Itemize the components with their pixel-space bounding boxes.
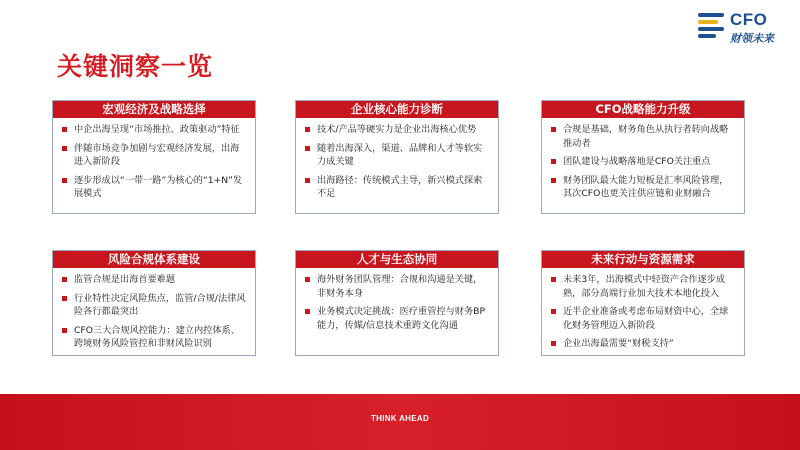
list-item: 合规是基础，财务角色从执行者转向战略推动者 [550, 123, 736, 150]
cfo-logo [698, 10, 794, 48]
list-item: 伴随市场竞争加剧与宏观经济发展，出海进入新阶段 [61, 142, 247, 169]
card-future-action [541, 250, 745, 356]
card-title: CFO战略能力升级 [542, 101, 744, 118]
list-item: 逐步形成以“一带一路”为核心的“1+N”发展模式 [61, 174, 247, 201]
list-item: 技术/产品等硬实力是企业出海核心优势 [304, 123, 490, 137]
card-title: 未来行动与资源需求 [542, 251, 744, 268]
list-item: 近半企业准备或考虑布局财资中心，全球化财务管理迈入新阶段 [550, 305, 736, 332]
list-item: 业务模式决定挑战：医疗重管控与财务BP能力，传媒/信息技术重跨文化沟通 [304, 305, 490, 332]
list-item: 行业特性决定风险焦点，监管/合规/法律风险各行都最突出 [61, 292, 247, 319]
card-list [53, 118, 255, 210]
list-item: 财务团队最大能力短板是汇率风险管理，其次CFO也更关注供应链和业财融合 [550, 174, 736, 201]
stacked-bars-logo-icon [698, 13, 726, 43]
list-item: 团队建设与战略落地是CFO关注重点 [550, 155, 736, 169]
logo-subtitle: 财领未来 [730, 32, 774, 45]
card-risk-compliance [52, 250, 256, 356]
card-cfo-strategy [541, 100, 745, 214]
card-title: 宏观经济及战略选择 [53, 101, 255, 118]
list-item: 随着出海深入，渠道、品牌和人才等软实力成关键 [304, 142, 490, 169]
card-list [542, 268, 744, 360]
list-item: 未来3年，出海模式中轻资产合作逐步成熟，部分高端行业加大技术本地化投入 [550, 273, 736, 300]
list-item: 出海路径：传统模式主导，新兴模式探索不足 [304, 174, 490, 201]
card-title: 风险合规体系建设 [53, 251, 255, 268]
card-list [53, 268, 255, 360]
list-item: 企业出海最需要“财税支持” [550, 337, 736, 351]
card-list [542, 118, 744, 210]
card-macro-economy [52, 100, 256, 214]
list-item: 中企出海呈现“市场推拉、政策驱动”特征 [61, 123, 247, 137]
footer-banner [0, 394, 800, 450]
card-title: 人才与生态协同 [296, 251, 498, 268]
card-core-capability [295, 100, 499, 214]
footer-tagline: THINK AHEAD [370, 414, 430, 423]
card-title: 企业核心能力诊断 [296, 101, 498, 118]
card-list [296, 118, 498, 210]
card-talent-ecosystem [295, 250, 499, 356]
logo-text: CFO [730, 10, 768, 29]
list-item: 海外财务团队管理：合规和沟通是关键，非财务本身 [304, 273, 490, 300]
page-title: 关键洞察一览 [57, 52, 214, 81]
list-item: CFO三大合规风控能力：建立内控体系、跨境财务风险管控和非财风险识别 [61, 324, 247, 351]
list-item: 监管合规是出海首要难题 [61, 273, 247, 287]
card-list [296, 268, 498, 341]
